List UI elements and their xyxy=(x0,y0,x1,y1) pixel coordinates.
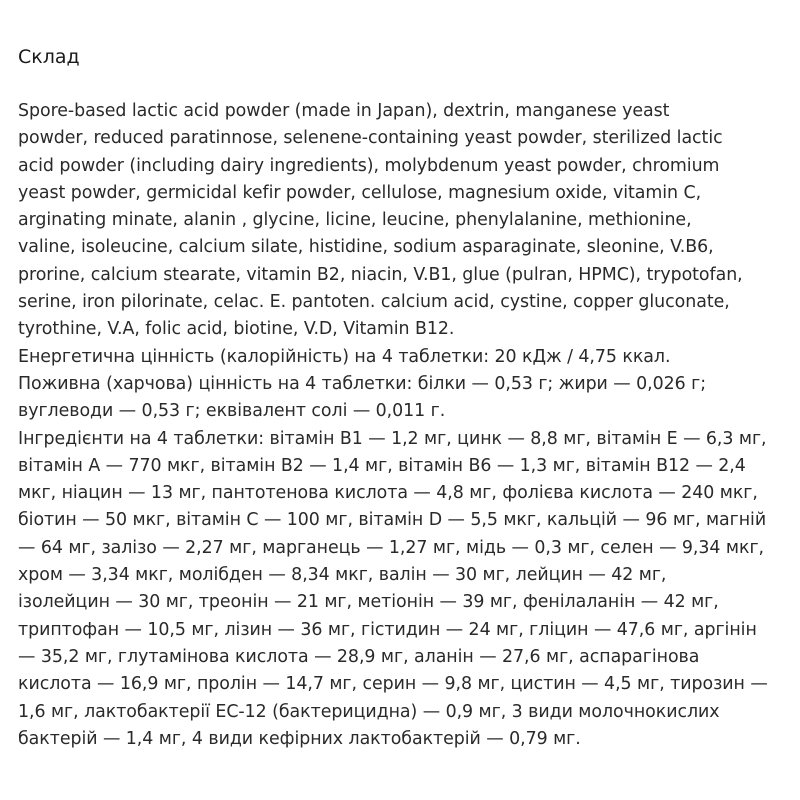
text-line: prorine, calcium stearate, vitamin B2, niacin, V.B1, glue (pulran, HPMC), trypotofan, xyxy=(18,264,743,285)
ingredients-line: — 64 мг, залізо — 2,27 мг, марганець — 1,27 мг, мідь — 0,3 мг, селен — 9,34 мкг, xyxy=(18,537,765,558)
text-line: arginating minate, alanin , glycine, licine, leucine, phenylalanine, methionine, xyxy=(18,210,692,231)
text-line: yeast powder, germicidal kefir powder, cellulose, magnesium oxide, vitamin C, xyxy=(18,182,702,203)
nutrition-value-line: вуглеводи — 0,53 г; еквівалент солі — 0,011 г. xyxy=(18,401,446,422)
text-line: acid powder (including dairy ingredients), molybdenum yeast powder, chromium xyxy=(18,155,720,176)
nutrition-value-line: Поживна (харчова) цінність на 4 таблетки: білки — 0,53 г; жири — 0,026 г; xyxy=(18,373,707,394)
text-line: powder, reduced paratinnose, selenene-containing yeast powder, sterilized lactic xyxy=(18,128,723,149)
text-line: tyrothine, V.A, folic acid, biotine, V.D, Vitamin B12. xyxy=(18,319,455,340)
ingredients-line: біотин — 50 мкг, вітамін С — 100 мг, вітамін D — 5,5 мкг, кальцій — 96 мг, магній xyxy=(18,510,767,531)
text-line: serine, iron pilorinate, celac. E. pantoten. calcium acid, cystine, copper gluconate, xyxy=(18,292,730,313)
ingredients-line: бактерій — 1,4 мг, 4 види кефірних лактобактерій — 0,79 мг. xyxy=(18,728,581,749)
section-title: Склад xyxy=(18,46,80,68)
ingredients-line: — 35,2 мг, глутамінова кислота — 28,9 мг, аланін — 27,6 мг, аспарагінова xyxy=(18,646,700,667)
ingredients-line: 1,6 мг, лактобактерії ЕС-12 (бактерицидна) — 0,9 мг, 3 види молочнокислих xyxy=(18,701,720,722)
ingredients-line: Інгредієнти на 4 таблетки: вітамін В1 — 1,2 мг, цинк — 8,8 мг, вітамін Е — 6,3 мг, xyxy=(18,428,767,449)
ingredients-line: вітамін А — 770 мкг, вітамін В2 — 1,4 мг, вітамін В6 — 1,3 мг, вітамін В12 — 2,4 xyxy=(18,455,746,476)
composition-text xyxy=(18,98,782,753)
text-line: Spore-based lactic acid powder (made in Japan), dextrin, manganese yeast xyxy=(18,101,670,121)
energy-value-line: Енергетична цінність (калорійність) на 4 таблетки: 20 кДж / 4,75 ккал. xyxy=(18,346,671,367)
ingredients-line: мкг, ніацин — 13 мг, пантотенова кислота — 4,8 мг, фолієва кислота — 240 мкг, xyxy=(18,483,758,504)
ingredients-line: триптофан — 10,5 мг, лізин — 36 мг, гістидин — 24 мг, гліцин — 47,6 мг, аргінін xyxy=(18,619,757,640)
ingredients-line: хром — 3,34 мкг, молібден — 8,34 мкг, валін — 30 мг, лейцин — 42 мг, xyxy=(18,565,667,586)
text-line: valine, isoleucine, calcium silate, histidine, sodium asparaginate, sleonine, V.B6, xyxy=(18,237,714,258)
ingredients-line: кислота — 16,9 мг, пролін — 14,7 мг, серин — 9,8 мг, цистин — 4,5 мг, тирозин — xyxy=(18,674,768,695)
ingredients-line: ізолейцин — 30 мг, треонін — 21 мг, метіонін — 39 мг, фенілаланін — 42 мг, xyxy=(18,592,719,613)
